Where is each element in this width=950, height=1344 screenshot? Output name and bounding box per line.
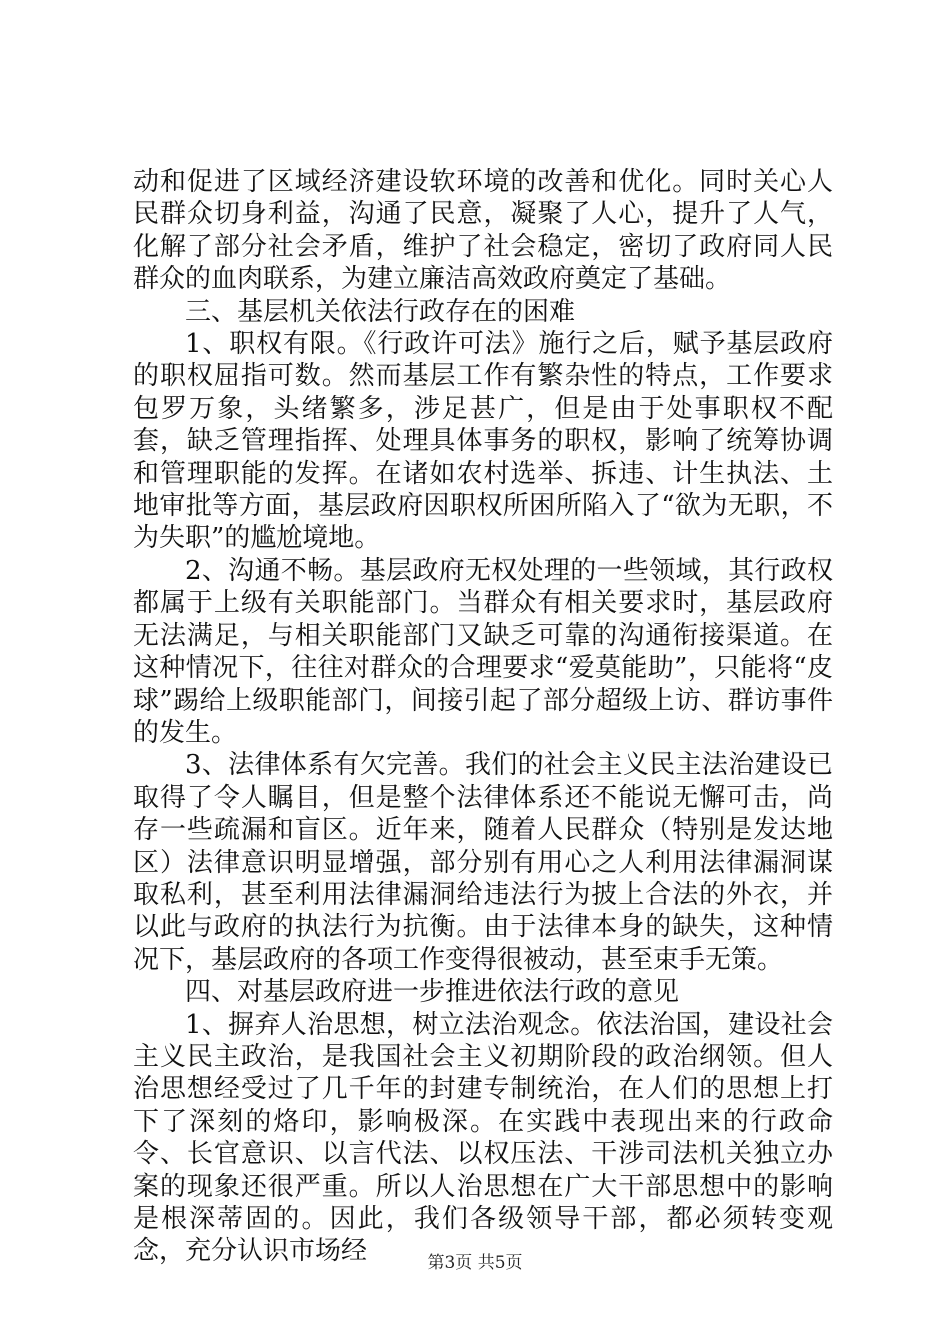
paragraph-poor-communication: 2、沟通不畅。基层政府无权处理的一些领域，其行政权都属于上级有关职能部门。当群众有相关要求时，基层政府无法满足，与相关职能部门又缺乏可靠的沟通衔接渠道。在这种情况下，往往对群众的合理要求“爱莫能助”，只能将“皮球”踢给上级职能部门，间接引起了部分超级上访、群访事件的发生。 (133, 555, 833, 748)
paragraph-limited-authority: 1、职权有限。《行政许可法》施行之后，赋予基层政府的职权屈指可数。然而基层工作有繁杂性的特点，工作要求包罗万象，头绪繁多，涉足甚广，但是由于处事职权不配套，缺乏管理指挥、处理具体事务的职权，影响了统筹协调和管理职能的发挥。在诸如农村选举、拆违、计生执法、土地审批等方面，基层政府因职权所困所陷入了“欲为无职，不为失职”的尴尬境地。 (133, 329, 833, 554)
paragraph-legal-system: 3、法律体系有欠完善。我们的社会主义民主法治建设已取得了令人瞩目，但是整个法律体系还不能说无懈可击，尚存一些疏漏和盲区。近年来，随着人民群众（特别是发达地区）法律意识明显增强，部分别有用心之人利用法律漏洞谋取私利，甚至利用法律漏洞给违法行为披上合法的外衣，并以此与政府的执法行为抗衡。由于法律本身的缺失，这种情况下，基层政府的各项工作变得很被动，甚至束手无策。 (133, 750, 833, 975)
page-number-footer: 第3页 共5页 (427, 1253, 523, 1273)
paragraph-rule-of-law: 1、摒弃人治思想，树立法治观念。依法治国，建设社会主义民主政治，是我国社会主义初期阶段的政治纲领。但人治思想经受过了几千年的封建专制统治，在人们的思想上打下了深刻的烙印，影响极深。在实践中表现出来的行政命令、长官意识、以言代法、以权压法、干涉司法机关独立办案的现象还很严重。所以人治思想在广大干部思想中的影响是根深蒂固的。因此，我们各级领导干部，都必须转变观念，充分认识市场经 (133, 1009, 833, 1267)
section-heading-difficulties: 三、基层机关依法行政存在的困难 (185, 296, 576, 327)
section-heading-suggestions: 四、对基层政府进一步推进依法行政的意见 (185, 977, 680, 1008)
paragraph-continuation: 动和促进了区域经济建设软环境的改善和优化。同时关心人民群众切身利益，沟通了民意，凝聚了人心，提升了人气，化解了部分社会矛盾，维护了社会稳定，密切了政府同人民群众的血肉联系，为建立廉洁高效政府奠定了基础。 (133, 167, 833, 295)
document-body (133, 166, 833, 1268)
